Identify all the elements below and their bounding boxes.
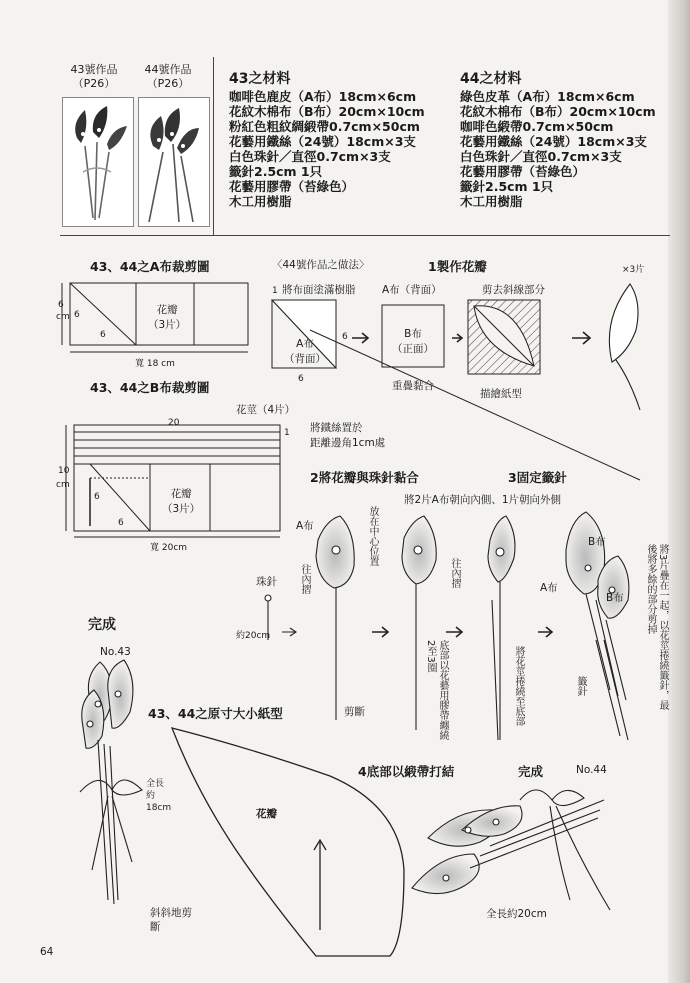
step2-cut: 剪斷 (344, 706, 365, 718)
step2-fold-in-2: 往內摺 (449, 558, 460, 588)
done43-length: 全長約18cm (146, 779, 172, 813)
cut-a-inner-6b: 6 (100, 330, 106, 340)
step1-note-cut: 剪去斜線部分 (482, 284, 545, 296)
material-item: 木工用樹脂 (229, 194, 292, 209)
page-number: 64 (40, 946, 54, 958)
step3-pick: 籤針 (575, 676, 586, 696)
material-item: 籤針2.5cm 1只 (229, 164, 323, 179)
cut-a-inner-6a: 6 (74, 310, 80, 320)
material-item: 白色珠針／直徑0.7cm×3支 (229, 149, 391, 164)
step1-times3: ×3片 (622, 265, 645, 275)
step2-pin: 珠針 (256, 576, 277, 588)
step2-center-note: 放在中心位置 (367, 506, 378, 566)
cut-b-inner-6a: 6 (94, 492, 100, 502)
material-item: 籤針2.5cm 1只 (460, 179, 554, 194)
step4-length: 全長約20cm (486, 908, 547, 920)
cut-b-unit: cm (56, 480, 70, 490)
done43-heading: 完成 (88, 617, 116, 633)
step1-a-back-top: A布（背面） (382, 284, 442, 296)
cut-b-stem: 花莖（4片） (236, 404, 296, 416)
pattern-label: 花瓣 (256, 808, 277, 820)
cut-diagram-b (66, 425, 280, 537)
step1-dim-6a: 6 (342, 332, 348, 342)
done43-no: No.43 (100, 646, 131, 658)
step1-note-paper: 描繪紙型 (480, 388, 522, 400)
material-item: 花紋木棉布（B布）20cm×10cm (460, 104, 656, 119)
step1-a-cloth: A布 （背面） (284, 338, 326, 365)
material-item: 花紋木棉布（B布）20cm×10cm (229, 104, 425, 119)
materials-44-title: 44之材料 (460, 71, 522, 87)
step2-pin-size: 約20cm (236, 631, 271, 641)
material-item: 花藝用鐵絲（24號）18cm×3支 (229, 134, 416, 149)
step1-squares (272, 300, 640, 480)
step3-wrap-note: 將花莖捲繞至底部 (513, 646, 524, 726)
material-item: 咖啡色緞帶0.7cm×50cm (460, 119, 614, 134)
step3-b-cloth-1: B布 (588, 536, 606, 548)
cut-a-unit: cm (56, 312, 70, 322)
pattern-heading: 43、44之原寸大小紙型 (148, 706, 283, 721)
step2-heading: 2將花瓣與珠針黏合 (310, 470, 419, 485)
step2-a-cloth: A布 (296, 520, 314, 532)
cut-b-height: 10 (58, 466, 70, 476)
work-43-caption: 43號作品 （P26） (70, 63, 118, 90)
step4-heading: 4底部以緞帶打結 (358, 764, 455, 779)
material-item: 綠色皮革（A布）18cm×6cm (460, 89, 635, 104)
step3-bundle-note: 將3片疊在一起，以花莖捲繞籤針，最後將多餘的部分剪掉 (645, 544, 668, 711)
material-item: 粉紅色粗紋綢緞帶0.7cm×50cm (229, 119, 420, 134)
step1-heading: 1製作花瓣 (428, 259, 487, 274)
cut-b-dim-20: 20 (168, 418, 180, 428)
cut-b-inner-6b: 6 (118, 518, 124, 528)
work-44-caption: 44號作品 （P26） (144, 63, 192, 90)
step1-note-resin: 將布面塗滿樹脂 (282, 284, 356, 296)
material-item: 木工用樹脂 (460, 194, 523, 209)
cut-b-heading: 43、44之B布裁剪圖 (90, 380, 210, 395)
material-item: 花藝用膠帶（苔綠色） (229, 179, 355, 194)
material-item: 花藝用鐵絲（24號）18cm×3支 (460, 134, 647, 149)
step3-a-cloth: A布 (540, 582, 558, 594)
step4-done: 完成 (518, 764, 544, 779)
step1-b-cloth: B布 （正面） (392, 328, 434, 355)
cut-a-height: 6 (58, 300, 64, 310)
step3-b-cloth-2: B布 (606, 592, 624, 604)
step1-note-overlap: 重疊黏合 (392, 380, 434, 392)
step3-heading: 3固定籤針 (508, 470, 567, 485)
material-item: 花藝用膠帶（苔綠色） (460, 164, 586, 179)
cut-b-width: 寬 20cm (150, 543, 188, 553)
step2-tape-note: 底部以花藝用膠帶纏繞2至3圈 (425, 640, 448, 740)
cut-a-petal: 花瓣 （3片） (148, 304, 187, 331)
step1-dim-1: 1 (272, 286, 278, 296)
step1-dim-6b: 6 (298, 374, 304, 384)
step3-orient-note: 將2片A布朝向內側、1片朝向外側 (404, 494, 562, 506)
done-44-drawing (412, 790, 610, 910)
cut-b-dim-1: 1 (284, 428, 290, 438)
step4-no: No.44 (576, 764, 607, 776)
single-petal (609, 284, 640, 410)
cut-a-width: 寬 18 cm (135, 359, 175, 369)
done43-cut-note: 斜斜地剪斷 (150, 907, 192, 933)
material-item: 咖啡色鹿皮（A布）18cm×6cm (229, 89, 417, 104)
done-43-drawing (80, 660, 142, 904)
cut-b-petal: 花瓣 （3片） (162, 488, 201, 515)
materials-43-title: 43之材料 (229, 71, 291, 87)
step1-note-wire: 將鐵絲置於 距離邊角1cm處 (310, 422, 386, 449)
cut-a-heading: 43、44之A布裁剪圖 (90, 259, 210, 274)
method-heading: 〈44號作品之做法〉 (272, 259, 370, 271)
material-item: 白色珠針／直徑0.7cm×3支 (460, 149, 622, 164)
step2-fold-in: 往內摺 (299, 564, 310, 594)
step2-flowers (265, 516, 552, 740)
